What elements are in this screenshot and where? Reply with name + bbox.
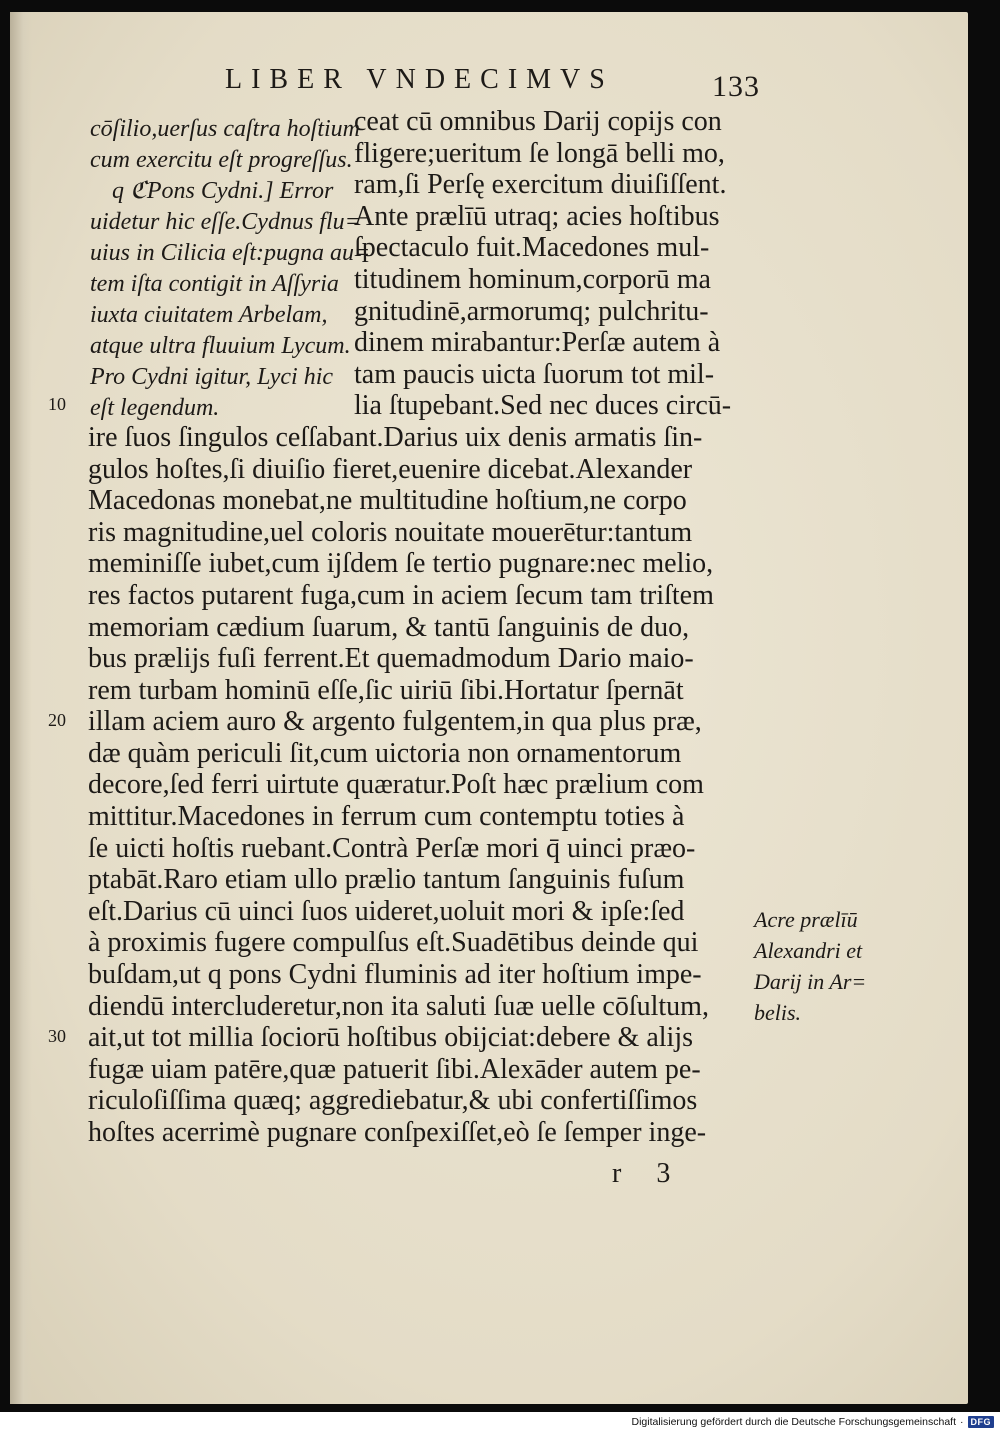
text-line: ram,ſi Perſę exercitum diuiſiſſent. bbox=[354, 169, 727, 201]
gloss-line: atque ultra fluuium Lycum. bbox=[90, 333, 351, 359]
text-line: gnitudinē,armorumq; pulchritu- bbox=[354, 295, 709, 327]
text-line: gulos hoſtes,ſi diuiſio fieret,euenire dicebat.Alexander bbox=[88, 453, 693, 485]
text-line: fugæ uiam patēre,quæ patuerit ſibi.Alexāder autem pe- bbox=[88, 1053, 701, 1085]
text-line: diendū intercluderetur,non ita saluti ſuæ uelle cōſultum, bbox=[88, 990, 709, 1022]
text-line: fligere;ueritum ſe longā belli mo, bbox=[354, 137, 725, 169]
text-line: buſdam,ut q pons Cydni fluminis ad iter hoſtium impe- bbox=[88, 959, 702, 991]
text-line: dæ quàm periculi ſit,cum uictoria non ornamentorum bbox=[88, 737, 682, 769]
text-line: Macedonas monebat,ne multitudine hoſtium,ne corpo bbox=[88, 485, 687, 517]
gloss-line: iuxta ciuitatem Arbelam, bbox=[90, 302, 328, 328]
text-line: rem turbam hominū eſſe,ſic uiriū ſibi.Hortatur ſpernāt bbox=[88, 674, 684, 706]
text-line: meminiſſe iubet,cum ijſdem ſe tertio pugnare:nec melio, bbox=[88, 548, 714, 580]
text-line: ſe uicti hoſtis ruebant.Contrà Perſæ mori q̄ uinci præo- bbox=[88, 832, 696, 864]
gloss-line: tem iſta contigit in Aſſyria bbox=[90, 271, 339, 297]
footer-text: Digitalisierung gefördert durch die Deutsche Forschungsgemeinschaft bbox=[631, 1416, 956, 1428]
footer-separator: · bbox=[960, 1416, 964, 1428]
signature-mark: r 3 bbox=[612, 1158, 685, 1189]
text-line: dinem mirabantur:Perſæ autem à bbox=[354, 327, 721, 359]
gloss-line: cum exercitu eſt progreſſus. bbox=[90, 147, 353, 173]
text-line: ire ſuos ſingulos ceſſabant.Darius uix denis armatis ſin- bbox=[88, 421, 703, 453]
text-line: ceat cū omnibus Darij copijs con bbox=[354, 106, 722, 137]
text-line: mittitur.Macedones in ferrum cum contemptu toties à bbox=[88, 801, 685, 833]
gloss-line: cōſilio,uerſus caſtra hoſtium bbox=[90, 116, 360, 142]
text-line: res factos putarent fuga,cum in aciem ſecum tam triſtem bbox=[88, 579, 714, 611]
text-line: riculoſiſſima quæq; aggrediebatur,& ubi confertiſſimos bbox=[88, 1085, 698, 1117]
line-number: 30 bbox=[48, 1026, 66, 1046]
margin-note-line: Darij in Ar= bbox=[754, 969, 867, 994]
main-text-block bbox=[88, 106, 752, 1149]
text-line: hoſtes acerrimè pugnare conſpexiſſet,eò ſe ſemper inge- bbox=[88, 1117, 707, 1148]
text-line: ait,ut tot millia ſociorū hoſtibus obijciat:debere & alijs bbox=[88, 1022, 693, 1054]
page-number: 133 bbox=[712, 70, 760, 103]
text-line: Ante prælīū utraq; acies hoſtibus bbox=[354, 200, 720, 232]
gloss-line: q ℭPons Cydni.] Error bbox=[112, 178, 334, 204]
gloss-line: uidetur hic eſſe.Cydnus flu= bbox=[90, 209, 361, 235]
text-line: ptabāt.Raro etiam ullo prælio tantum ſanguinis fuſum bbox=[88, 864, 685, 896]
gloss-line: uius in Cilicia eſt:pugna au= bbox=[90, 240, 371, 266]
text-line: illam aciem auro & argento fulgentem,in qua plus præ, bbox=[88, 706, 702, 738]
text-line: decore,ſed ferri uirtute quæratur.Poſt hæc prælium com bbox=[88, 769, 704, 801]
margin-note-line: Alexandri et bbox=[754, 938, 863, 963]
line-number: 20 bbox=[48, 710, 66, 730]
text-line: titudinem hominum,corporū ma bbox=[354, 263, 711, 295]
margin-note bbox=[754, 904, 866, 1028]
text-line: eſt.Darius cū uinci ſuos uideret,uoluit mori & ipſe:ſed bbox=[88, 895, 685, 927]
text-line: bus prælijs fuſi ferrent.Et quemadmodum Dario maio- bbox=[88, 643, 694, 675]
text-line: ſpectaculo fuit.Macedones mul- bbox=[354, 232, 710, 264]
margin-note-line: belis. bbox=[754, 1000, 802, 1025]
margin-note-line: Acre prælīū bbox=[754, 907, 858, 932]
text-line: ris magnitudine,uel coloris nouitate mouerētur:tantum bbox=[88, 516, 693, 548]
text-line: lia ſtupebant.Sed nec duces circū- bbox=[354, 390, 732, 422]
running-title: LIBER VNDECIMVS bbox=[225, 64, 614, 95]
line-number: 10 bbox=[48, 394, 66, 414]
text-line: à proximis fugere compulſus eſt.Suadētibus deinde qui bbox=[88, 927, 699, 959]
page-gutter-shadow bbox=[10, 12, 32, 1404]
gloss-line: Pro Cydni igitur, Lyci hic bbox=[90, 364, 334, 390]
text-line: tam paucis uicta ſuorum tot mil- bbox=[354, 358, 715, 390]
text-line: memoriam cædium ſuarum, & tantū ſanguinis de duo, bbox=[88, 611, 690, 643]
footer-credit bbox=[631, 1414, 994, 1430]
gloss-line: eſt legendum. bbox=[90, 395, 220, 421]
dfg-logo-icon: DFG bbox=[968, 1416, 995, 1428]
